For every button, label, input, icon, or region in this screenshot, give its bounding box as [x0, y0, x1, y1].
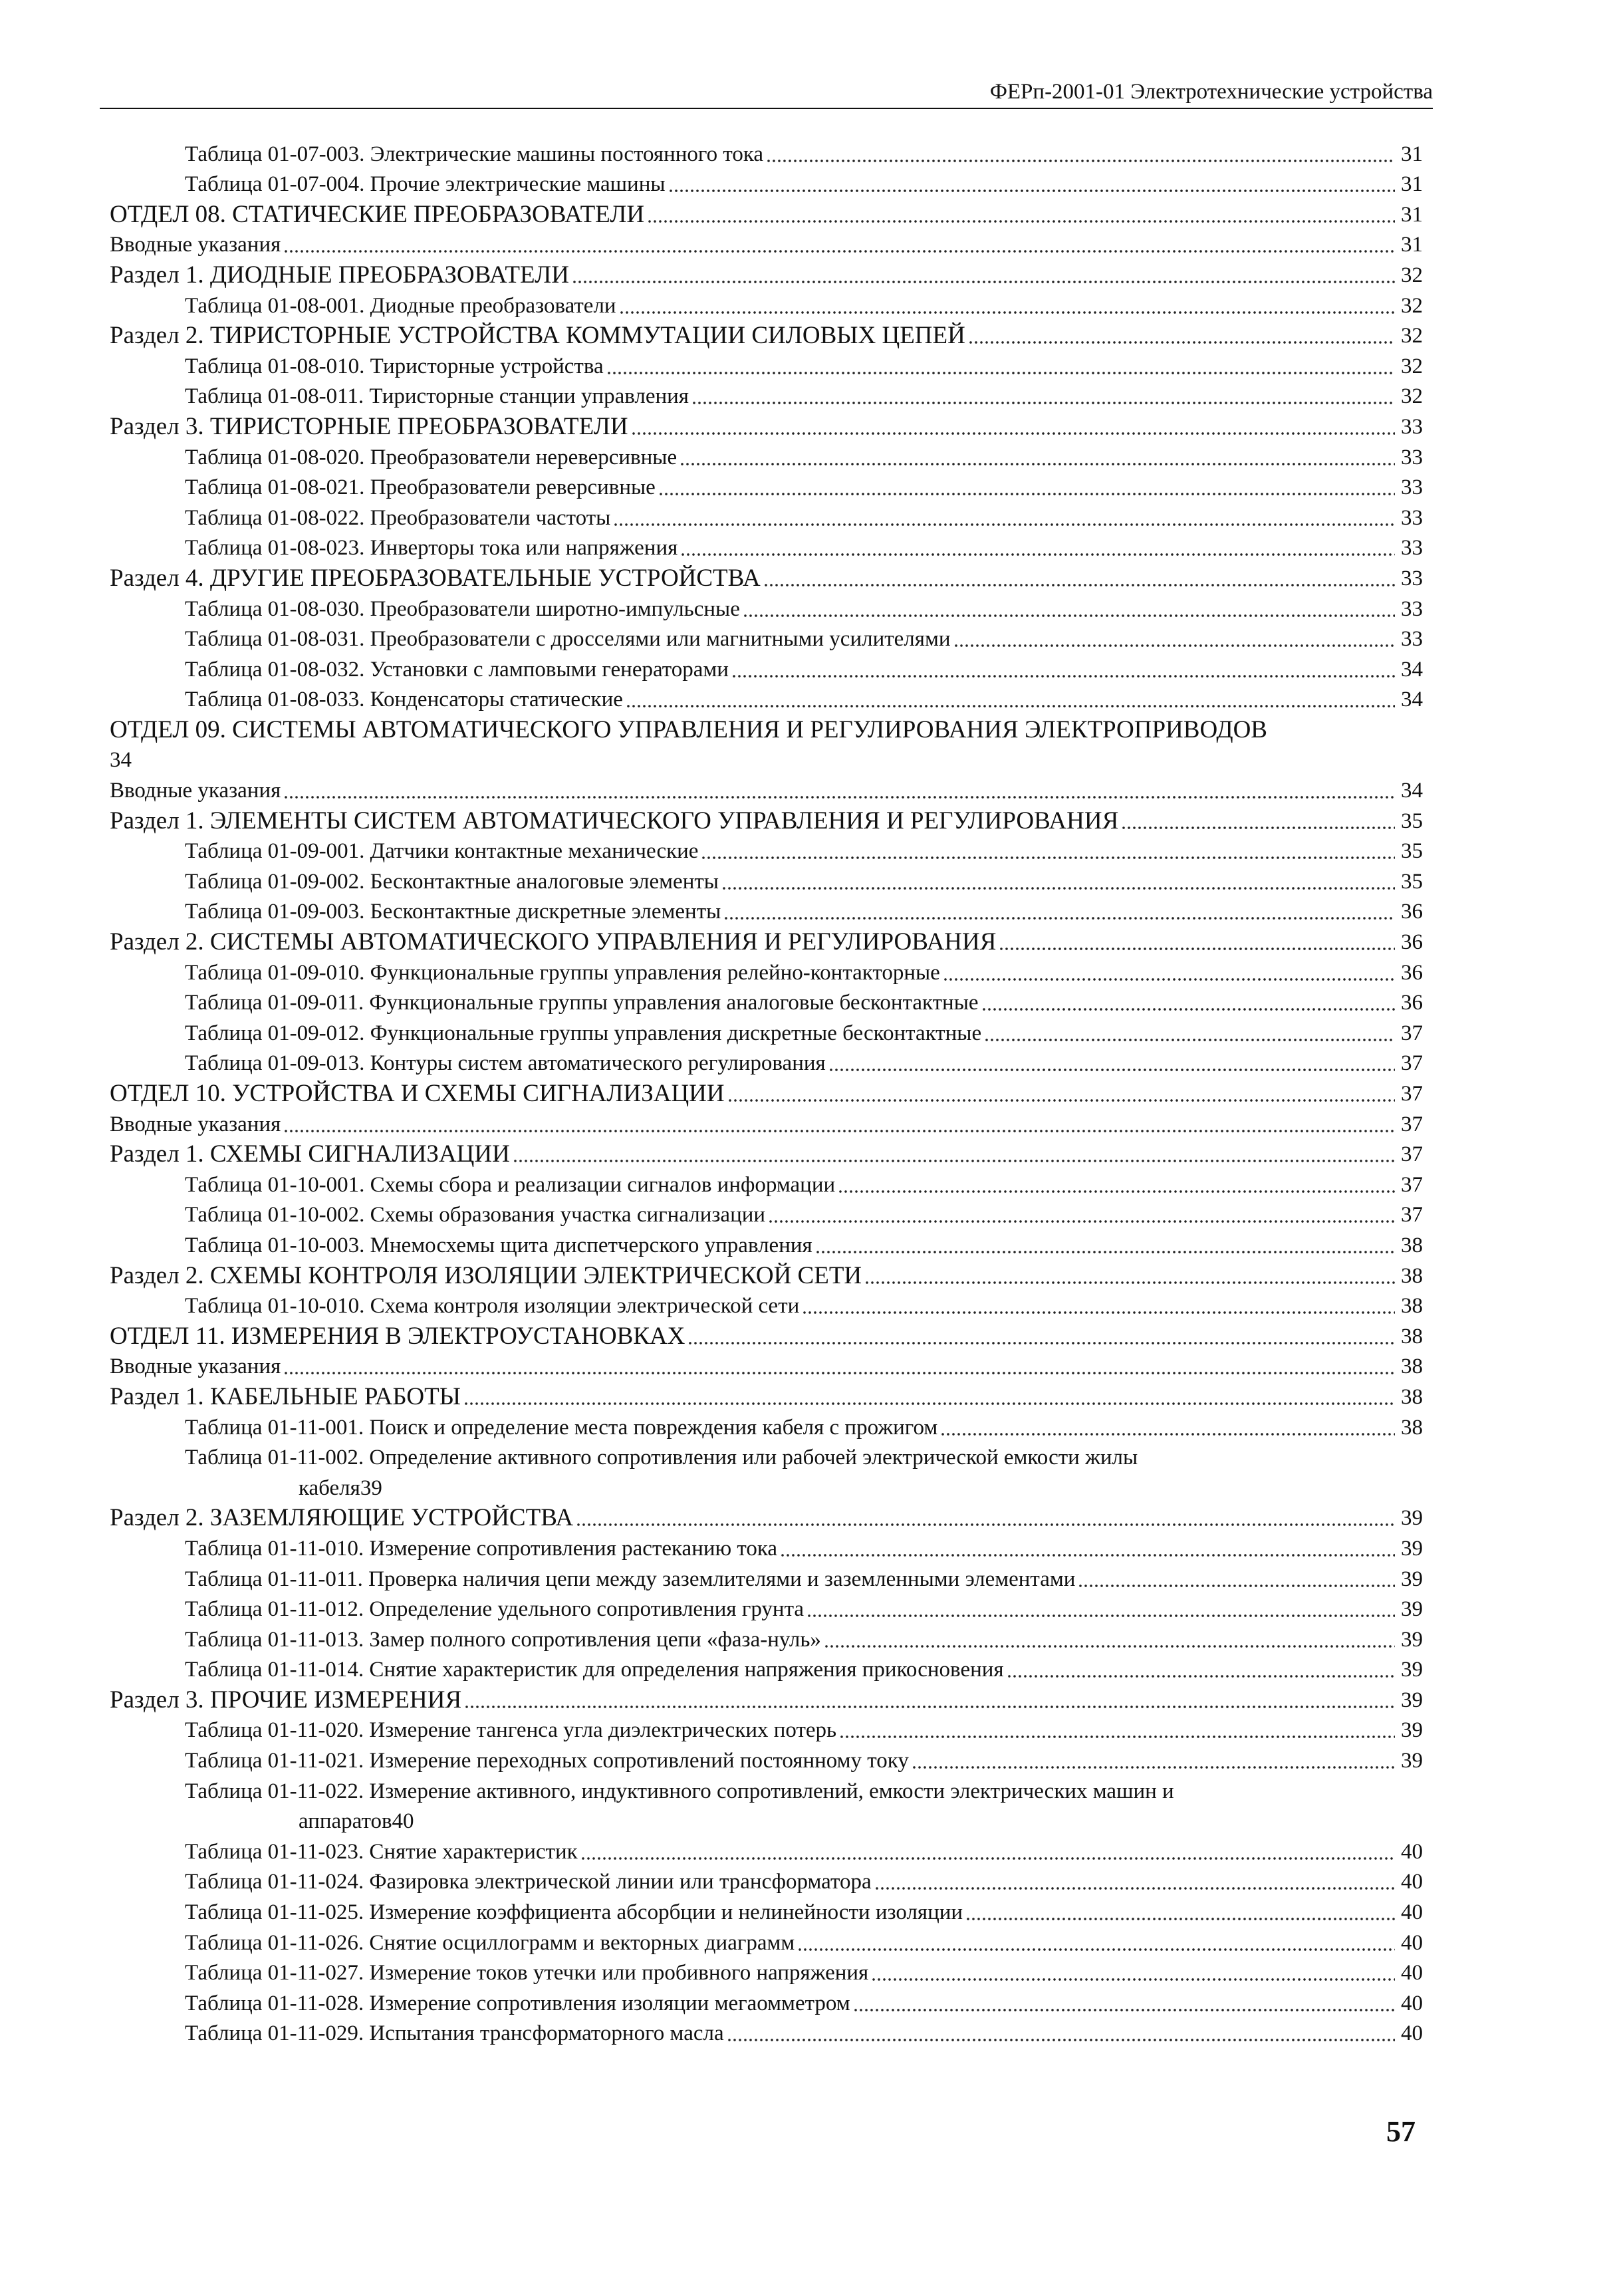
- toc-entry-title: Таблица 01-09-001. Датчики контактные механические: [185, 839, 699, 864]
- toc-entry[interactable]: [110, 228, 1423, 259]
- toc-entry-page: 37: [1401, 1021, 1423, 1045]
- toc-entry[interactable]: [110, 1714, 1423, 1744]
- dot-leader: [701, 842, 1395, 860]
- toc-entry[interactable]: [110, 349, 1423, 380]
- toc-entry[interactable]: [110, 1289, 1423, 1320]
- toc-entry-title: Таблица 01-11-001. Поиск и определение места повреждения кабеля с прожигом: [185, 1415, 938, 1440]
- toc-entry[interactable]: [110, 1259, 1423, 1289]
- toc-entry[interactable]: [110, 137, 1423, 168]
- toc-entry[interactable]: [110, 440, 1423, 471]
- toc-entry-title: Раздел 1. СХЕМЫ СИГНАЛИЗАЦИИ: [110, 1141, 510, 1168]
- toc-entry-page: 32: [1401, 324, 1423, 348]
- toc-entry-page: 34: [1401, 657, 1423, 682]
- toc-entry-title: Таблица 01-11-025. Измерение коэффициента абсорбции и нелинейности изоляции: [185, 1900, 963, 1925]
- toc-entry[interactable]: [110, 804, 1423, 834]
- toc-entry[interactable]: [110, 622, 1423, 653]
- toc-entry-page: 33: [1401, 536, 1423, 561]
- dot-leader: [283, 235, 1395, 254]
- toc-entry[interactable]: [110, 380, 1423, 410]
- toc-entry-page: 39: [1401, 1627, 1423, 1652]
- dot-leader: [283, 781, 1395, 800]
- toc-entry-title: Таблица 01-11-023. Снятие характеристик: [185, 1839, 578, 1864]
- toc-entry-title: Таблица 01-08-020. Преобразователи нереверсивные: [185, 445, 678, 469]
- toc-entry-title: Таблица 01-07-004. Прочие электрические машины: [185, 172, 666, 197]
- toc-entry-page: 33: [1401, 596, 1423, 621]
- dot-leader: [838, 1176, 1395, 1194]
- toc-entry-title: Раздел 1. КАБЕЛЬНЫЕ РАБОТЫ: [110, 1383, 461, 1410]
- toc-entry-title: Таблица 01-08-032. Установки с ламповыми генераторами: [185, 657, 729, 682]
- toc-entry-page: 33: [1401, 505, 1423, 530]
- dot-leader: [283, 1357, 1395, 1376]
- toc-entry[interactable]: [110, 168, 1423, 198]
- dot-leader: [828, 1054, 1395, 1073]
- dot-leader: [839, 1721, 1395, 1739]
- dot-leader: [721, 872, 1395, 891]
- dot-leader: [626, 690, 1395, 709]
- toc-entry-page: 32: [1401, 384, 1423, 409]
- toc-entry[interactable]: [110, 1016, 1423, 1047]
- toc-entry[interactable]: [110, 1774, 1423, 1835]
- dot-leader: [283, 1115, 1395, 1134]
- toc-entry-page: 40: [1401, 1839, 1423, 1864]
- toc-entry[interactable]: [110, 592, 1423, 622]
- toc-entry-title: Раздел 1. ДИОДНЫЕ ПРЕОБРАЗОВАТЕЛИ: [110, 261, 569, 289]
- toc-entry-page: 40: [392, 1809, 414, 1834]
- toc-entry-page: 33: [1401, 445, 1423, 469]
- dot-leader: [874, 1872, 1395, 1891]
- toc-entry-title: Раздел 1. ЭЛЕМЕНТЫ СИСТЕМ АВТОМАТИЧЕСКОГО УПРАВЛЕНИЯ И РЕГУЛИРОВАНИЯ: [110, 807, 1119, 834]
- dot-leader: [1007, 1660, 1395, 1679]
- running-header: ФЕРп-2001-01 Электротехнические устройства: [100, 78, 1433, 109]
- dot-leader: [984, 1024, 1395, 1043]
- toc-entry-page: 37: [1401, 1142, 1423, 1167]
- toc-entry[interactable]: [110, 1743, 1423, 1774]
- toc-entry[interactable]: [110, 864, 1423, 895]
- toc-entry-title: Таблица 01-11-029. Испытания трансформаторного масла: [185, 2021, 724, 2046]
- toc-entry-title: Таблица 01-08-011. Тиристорные станции управления: [185, 384, 689, 409]
- page-number: 57: [1386, 2115, 1416, 2148]
- toc-entry-page: 40: [1401, 1900, 1423, 1925]
- toc-entry-title: Таблица 01-09-012. Функциональные группы управления дискретные бесконтактные: [185, 1021, 982, 1045]
- toc-entry[interactable]: [110, 1107, 1423, 1138]
- toc-entry-page: 31: [1401, 172, 1423, 197]
- dot-leader: [864, 1267, 1395, 1285]
- toc-entry[interactable]: [110, 986, 1423, 1017]
- toc-entry-title-continued: аппаратов: [299, 1809, 392, 1834]
- toc-entry[interactable]: [110, 1077, 1423, 1107]
- toc-entry-page: 36: [1401, 930, 1423, 955]
- toc-entry[interactable]: [110, 1653, 1423, 1684]
- toc-entry-page: 39: [360, 1475, 382, 1500]
- dot-leader: [680, 448, 1395, 467]
- toc-entry[interactable]: [110, 1926, 1423, 1956]
- dot-leader: [871, 1964, 1395, 1982]
- toc-entry-page: 32: [1401, 354, 1423, 378]
- toc-entry-page: 39: [1401, 1536, 1423, 1561]
- toc-entry[interactable]: [110, 773, 1423, 804]
- toc-entry[interactable]: [110, 1895, 1423, 1926]
- dot-leader: [727, 1084, 1395, 1103]
- toc-entry-page: 34: [1401, 688, 1423, 712]
- toc-entry-title: Таблица 01-10-010. Схема контроля изоляции электрической сети: [185, 1294, 800, 1319]
- toc-entry[interactable]: [110, 956, 1423, 986]
- toc-entry[interactable]: [110, 1228, 1423, 1259]
- toc-entry[interactable]: [110, 1350, 1423, 1380]
- toc-entry-title: Таблица 01-11-021. Измерение переходных сопротивлений постоянному току: [185, 1749, 909, 1773]
- toc-entry-title: ОТДЕЛ 08. СТАТИЧЕСКИЕ ПРЕОБРАЗОВАТЕЛИ: [110, 201, 645, 228]
- toc-entry-title: Раздел 3. ПРОЧИЕ ИЗМЕРЕНИЯ: [110, 1686, 462, 1714]
- table-of-contents: [110, 137, 1423, 2047]
- dot-leader: [815, 1236, 1395, 1255]
- toc-entry[interactable]: [110, 683, 1423, 713]
- dot-leader: [943, 963, 1395, 982]
- toc-entry[interactable]: [110, 652, 1423, 683]
- toc-entry-page: 32: [1401, 263, 1423, 287]
- toc-entry-title-continued: кабеля: [299, 1475, 360, 1500]
- toc-entry-page: 35: [1401, 869, 1423, 894]
- toc-entry-title: Таблица 01-08-021. Преобразователи реверсивные: [185, 475, 656, 500]
- toc-entry[interactable]: [110, 1865, 1423, 1896]
- toc-entry-title: Таблица 01-11-010. Измерение сопротивления растеканию тока: [185, 1536, 778, 1561]
- toc-entry[interactable]: [110, 1138, 1423, 1168]
- toc-entry-title: Раздел 2. СХЕМЫ КОНТРОЛЯ ИЗОЛЯЦИИ ЭЛЕКТРИЧЕСКОЙ СЕТИ: [110, 1262, 862, 1289]
- toc-entry[interactable]: [110, 197, 1423, 228]
- toc-entry-title: Таблица 01-09-010. Функциональные группы управления релейно-контакторные: [185, 960, 940, 985]
- dot-leader: [691, 387, 1395, 406]
- toc-entry-title: Таблица 01-11-020. Измерение тангенса угла диэлектрических потерь: [185, 1718, 837, 1743]
- toc-entry[interactable]: [110, 1501, 1423, 1532]
- toc-entry-title: Таблица 01-11-014. Снятие характеристик для определения напряжения прикосновения: [185, 1658, 1004, 1682]
- toc-entry-title: Таблица 01-08-010. Тиристорные устройства: [185, 354, 604, 378]
- dot-leader: [680, 539, 1395, 557]
- toc-entry[interactable]: [110, 1410, 1423, 1441]
- dot-leader: [999, 933, 1395, 952]
- dot-leader: [953, 630, 1396, 648]
- dot-leader: [802, 1297, 1395, 1315]
- toc-entry-title: Таблица 01-11-012. Определение удельного сопротивления грунта: [185, 1597, 805, 1622]
- toc-entry-page: 40: [1401, 1961, 1423, 1985]
- toc-entry-title: Таблица 01-11-013. Замер полного сопротивления цепи «фаза-нуль»: [185, 1627, 821, 1652]
- toc-entry-title: Раздел 3. ТИРИСТОРНЫЕ ПРЕОБРАЗОВАТЕЛИ: [110, 413, 628, 440]
- dot-leader: [768, 1206, 1395, 1224]
- toc-entry-page: 40: [1401, 2021, 1423, 2046]
- toc-entry-page: 38: [1401, 1233, 1423, 1257]
- toc-entry-title: Таблица 01-08-001. Диодные преобразователи: [185, 293, 616, 318]
- dot-leader: [606, 357, 1395, 376]
- toc-entry[interactable]: [110, 1683, 1423, 1714]
- toc-entry-page: 32: [1401, 293, 1423, 318]
- toc-entry-page: 36: [1401, 960, 1423, 985]
- toc-entry-title: Таблица 01-11-026. Снятие осциллограмм и векторных диаграмм: [185, 1930, 795, 1955]
- toc-entry-title: Таблица 01-08-030. Преобразователи широтно-импульсные: [185, 596, 740, 621]
- toc-entry-page: 38: [1401, 1354, 1423, 1379]
- toc-entry-page: 37: [1401, 1051, 1423, 1076]
- toc-entry-title: Таблица 01-08-033. Конденсаторы статические: [185, 688, 623, 712]
- toc-entry-page: 40: [1401, 1991, 1423, 2015]
- toc-entry-title: ОТДЕЛ 09. СИСТЕМЫ АВТОМАТИЧЕСКОГО УПРАВЛЕНИЯ И РЕГУЛИРОВАНИЯ ЭЛЕКТРОПРИВОДОВ: [110, 715, 1267, 743]
- dot-leader: [631, 418, 1395, 436]
- toc-entry-title: Таблица 01-10-003. Мнемосхемы щита диспетчерского управления: [185, 1233, 812, 1257]
- toc-entry-title: Таблица 01-08-022. Преобразователи частоты: [185, 505, 611, 530]
- toc-entry-page: 38: [1401, 1324, 1423, 1348]
- dot-leader: [912, 1751, 1395, 1770]
- toc-entry-page: 38: [1401, 1263, 1423, 1288]
- dot-leader: [572, 266, 1395, 285]
- toc-entry-page: 39: [1401, 1567, 1423, 1591]
- toc-entry-page: 31: [1401, 142, 1423, 166]
- toc-entry[interactable]: [110, 834, 1423, 865]
- toc-entry-title: Таблица 01-11-028. Измерение сопротивления изоляции мегаомметром: [185, 1991, 850, 2015]
- toc-entry[interactable]: [110, 1956, 1423, 1987]
- toc-entry[interactable]: [110, 1562, 1423, 1593]
- toc-entry[interactable]: [110, 319, 1423, 350]
- toc-entry-title: Таблица 01-09-003. Бесконтактные дискретные элементы: [185, 900, 721, 924]
- dot-leader: [464, 1691, 1395, 1710]
- toc-entry[interactable]: [110, 1441, 1423, 1501]
- toc-entry[interactable]: [110, 1986, 1423, 2017]
- dot-leader: [731, 660, 1395, 679]
- toc-entry-page: 37: [1401, 1172, 1423, 1197]
- dot-leader: [766, 145, 1395, 164]
- toc-entry[interactable]: [110, 1380, 1423, 1410]
- toc-entry-page: 33: [1401, 475, 1423, 500]
- toc-entry[interactable]: [110, 471, 1423, 501]
- toc-entry-page: 33: [1401, 566, 1423, 590]
- toc-entry[interactable]: [110, 410, 1423, 440]
- toc-entry-page: 35: [1401, 839, 1423, 864]
- toc-entry-title: Вводные указания: [110, 1112, 281, 1136]
- toc-entry-page: 39: [1401, 1658, 1423, 1682]
- toc-entry-title: Раздел 4. ДРУГИЕ ПРЕОБРАЗОВАТЕЛЬНЫЕ УСТРОЙСТВА: [110, 565, 761, 592]
- dot-leader: [727, 2024, 1395, 2043]
- toc-entry[interactable]: [110, 531, 1423, 562]
- toc-entry[interactable]: [110, 895, 1423, 926]
- toc-entry-page: 38: [1401, 1384, 1423, 1409]
- toc-entry-page: 31: [1401, 202, 1423, 227]
- toc-entry-title: Таблица 01-10-002. Схемы образования участка сигнализации: [185, 1203, 766, 1227]
- toc-entry-title: Раздел 2. ТИРИСТОРНЫЕ УСТРОЙСТВА КОММУТАЦИИ СИЛОВЫХ ЦЕПЕЙ: [110, 322, 965, 350]
- dot-leader: [853, 1994, 1395, 2013]
- toc-entry-title: Вводные указания: [110, 779, 281, 803]
- dot-leader: [797, 1934, 1395, 1952]
- toc-entry[interactable]: [110, 1531, 1423, 1562]
- dot-leader: [824, 1630, 1395, 1649]
- toc-entry-title: ОТДЕЛ 10. УСТРОЙСТВА И СХЕМЫ СИГНАЛИЗАЦИИ: [110, 1081, 725, 1107]
- dot-leader: [576, 1509, 1395, 1527]
- toc-entry[interactable]: [110, 713, 1423, 773]
- toc-entry-title: Таблица 01-09-002. Бесконтактные аналоговые элементы: [185, 869, 719, 894]
- dot-leader: [613, 509, 1395, 527]
- toc-entry[interactable]: [110, 1622, 1423, 1653]
- dot-leader: [1078, 1570, 1395, 1589]
- dot-leader: [513, 1145, 1395, 1164]
- toc-entry[interactable]: [110, 1047, 1423, 1077]
- toc-entry-title: Таблица 01-10-001. Схемы сбора и реализации сигналов информации: [185, 1172, 836, 1197]
- dot-leader: [968, 326, 1395, 345]
- toc-entry-title: Таблица 01-11-024. Фазировка электрической линии или трансформатора: [185, 1870, 872, 1894]
- dot-leader: [965, 1903, 1395, 1922]
- toc-entry-title: ОТДЕЛ 11. ИЗМЕРЕНИЯ В ЭЛЕКТРОУСТАНОВКАХ: [110, 1323, 685, 1350]
- toc-entry-page: 39: [1401, 1749, 1423, 1773]
- toc-entry-page: 33: [1401, 414, 1423, 439]
- dot-leader: [806, 1600, 1395, 1618]
- dot-leader: [1121, 812, 1395, 830]
- toc-entry-title: Вводные указания: [110, 1354, 281, 1379]
- toc-entry-page: 37: [1401, 1203, 1423, 1227]
- dot-leader: [647, 205, 1395, 224]
- toc-entry-page: 37: [1401, 1082, 1423, 1106]
- dot-leader: [723, 902, 1395, 921]
- toc-entry[interactable]: [110, 258, 1423, 289]
- toc-entry-title: Таблица 01-11-002. Определение активного сопротивления или рабочей электрической емкости жилы: [185, 1446, 1138, 1470]
- toc-entry-title: Таблица 01-11-022. Измерение активного, индуктивного сопротивлений, емкости электрических машин и: [185, 1779, 1174, 1803]
- dot-leader: [580, 1843, 1395, 1861]
- toc-entry-page: 36: [1401, 991, 1423, 1015]
- dot-leader: [463, 1388, 1395, 1406]
- toc-entry[interactable]: [110, 1319, 1423, 1350]
- toc-entry-page: 39: [1401, 1597, 1423, 1622]
- toc-entry-page: 33: [1401, 627, 1423, 652]
- toc-entry[interactable]: [110, 1198, 1423, 1229]
- toc-entry-title: Таблица 01-07-003. Электрические машины постоянного тока: [185, 142, 764, 166]
- toc-entry-page: 34: [110, 748, 132, 773]
- toc-entry-title: Раздел 2. ЗАЗЕМЛЯЮЩИЕ УСТРОЙСТВА: [110, 1505, 574, 1532]
- dot-leader: [658, 478, 1395, 497]
- toc-entry[interactable]: [110, 2017, 1423, 2047]
- toc-entry-title: Раздел 2. СИСТЕМЫ АВТОМАТИЧЕСКОГО УПРАВЛЕНИЯ И РЕГУЛИРОВАНИЯ: [110, 929, 997, 956]
- toc-entry-page: 31: [1401, 233, 1423, 257]
- toc-entry-page: 40: [1401, 1870, 1423, 1894]
- toc-entry-page: 34: [1401, 779, 1423, 803]
- toc-entry-title: Таблица 01-08-023. Инверторы тока или напряжения: [185, 536, 678, 561]
- toc-entry-title: Таблица 01-09-013. Контуры систем автоматического регулирования: [185, 1051, 826, 1076]
- toc-entry[interactable]: [110, 1593, 1423, 1623]
- toc-entry[interactable]: [110, 1835, 1423, 1865]
- dot-leader: [668, 175, 1395, 193]
- toc-entry-page: 37: [1401, 1112, 1423, 1136]
- dot-leader: [763, 569, 1395, 588]
- dot-leader: [619, 297, 1395, 315]
- toc-entry[interactable]: [110, 1168, 1423, 1198]
- toc-entry-page: 39: [1401, 1718, 1423, 1743]
- toc-entry-title: Таблица 01-09-011. Функциональные группы управления аналоговые бесконтактные: [185, 991, 979, 1015]
- toc-entry-page: 39: [1401, 1506, 1423, 1531]
- dot-leader: [743, 600, 1395, 618]
- toc-entry-page: 38: [1401, 1415, 1423, 1440]
- toc-entry-page: 39: [1401, 1688, 1423, 1712]
- toc-entry[interactable]: [110, 561, 1423, 592]
- dot-leader: [687, 1327, 1395, 1346]
- toc-entry[interactable]: [110, 501, 1423, 531]
- toc-entry[interactable]: [110, 925, 1423, 956]
- toc-entry-title: Таблица 01-11-027. Измерение токов утечки или пробивного напряжения: [185, 1961, 869, 1985]
- dot-leader: [940, 1418, 1395, 1437]
- toc-entry[interactable]: [110, 289, 1423, 319]
- toc-entry-page: 35: [1401, 809, 1423, 833]
- toc-entry-page: 38: [1401, 1294, 1423, 1319]
- toc-entry-page: 40: [1401, 1930, 1423, 1955]
- toc-entry-title: Вводные указания: [110, 233, 281, 257]
- toc-entry-page: 36: [1401, 900, 1423, 924]
- toc-entry-title: Таблица 01-11-011. Проверка наличия цепи между заземлителями и заземленными элементами: [185, 1567, 1076, 1591]
- dot-leader: [981, 993, 1395, 1012]
- dot-leader: [780, 1539, 1395, 1558]
- toc-entry-title: Таблица 01-08-031. Преобразователи с дросселями или магнитными усилителями: [185, 627, 951, 652]
